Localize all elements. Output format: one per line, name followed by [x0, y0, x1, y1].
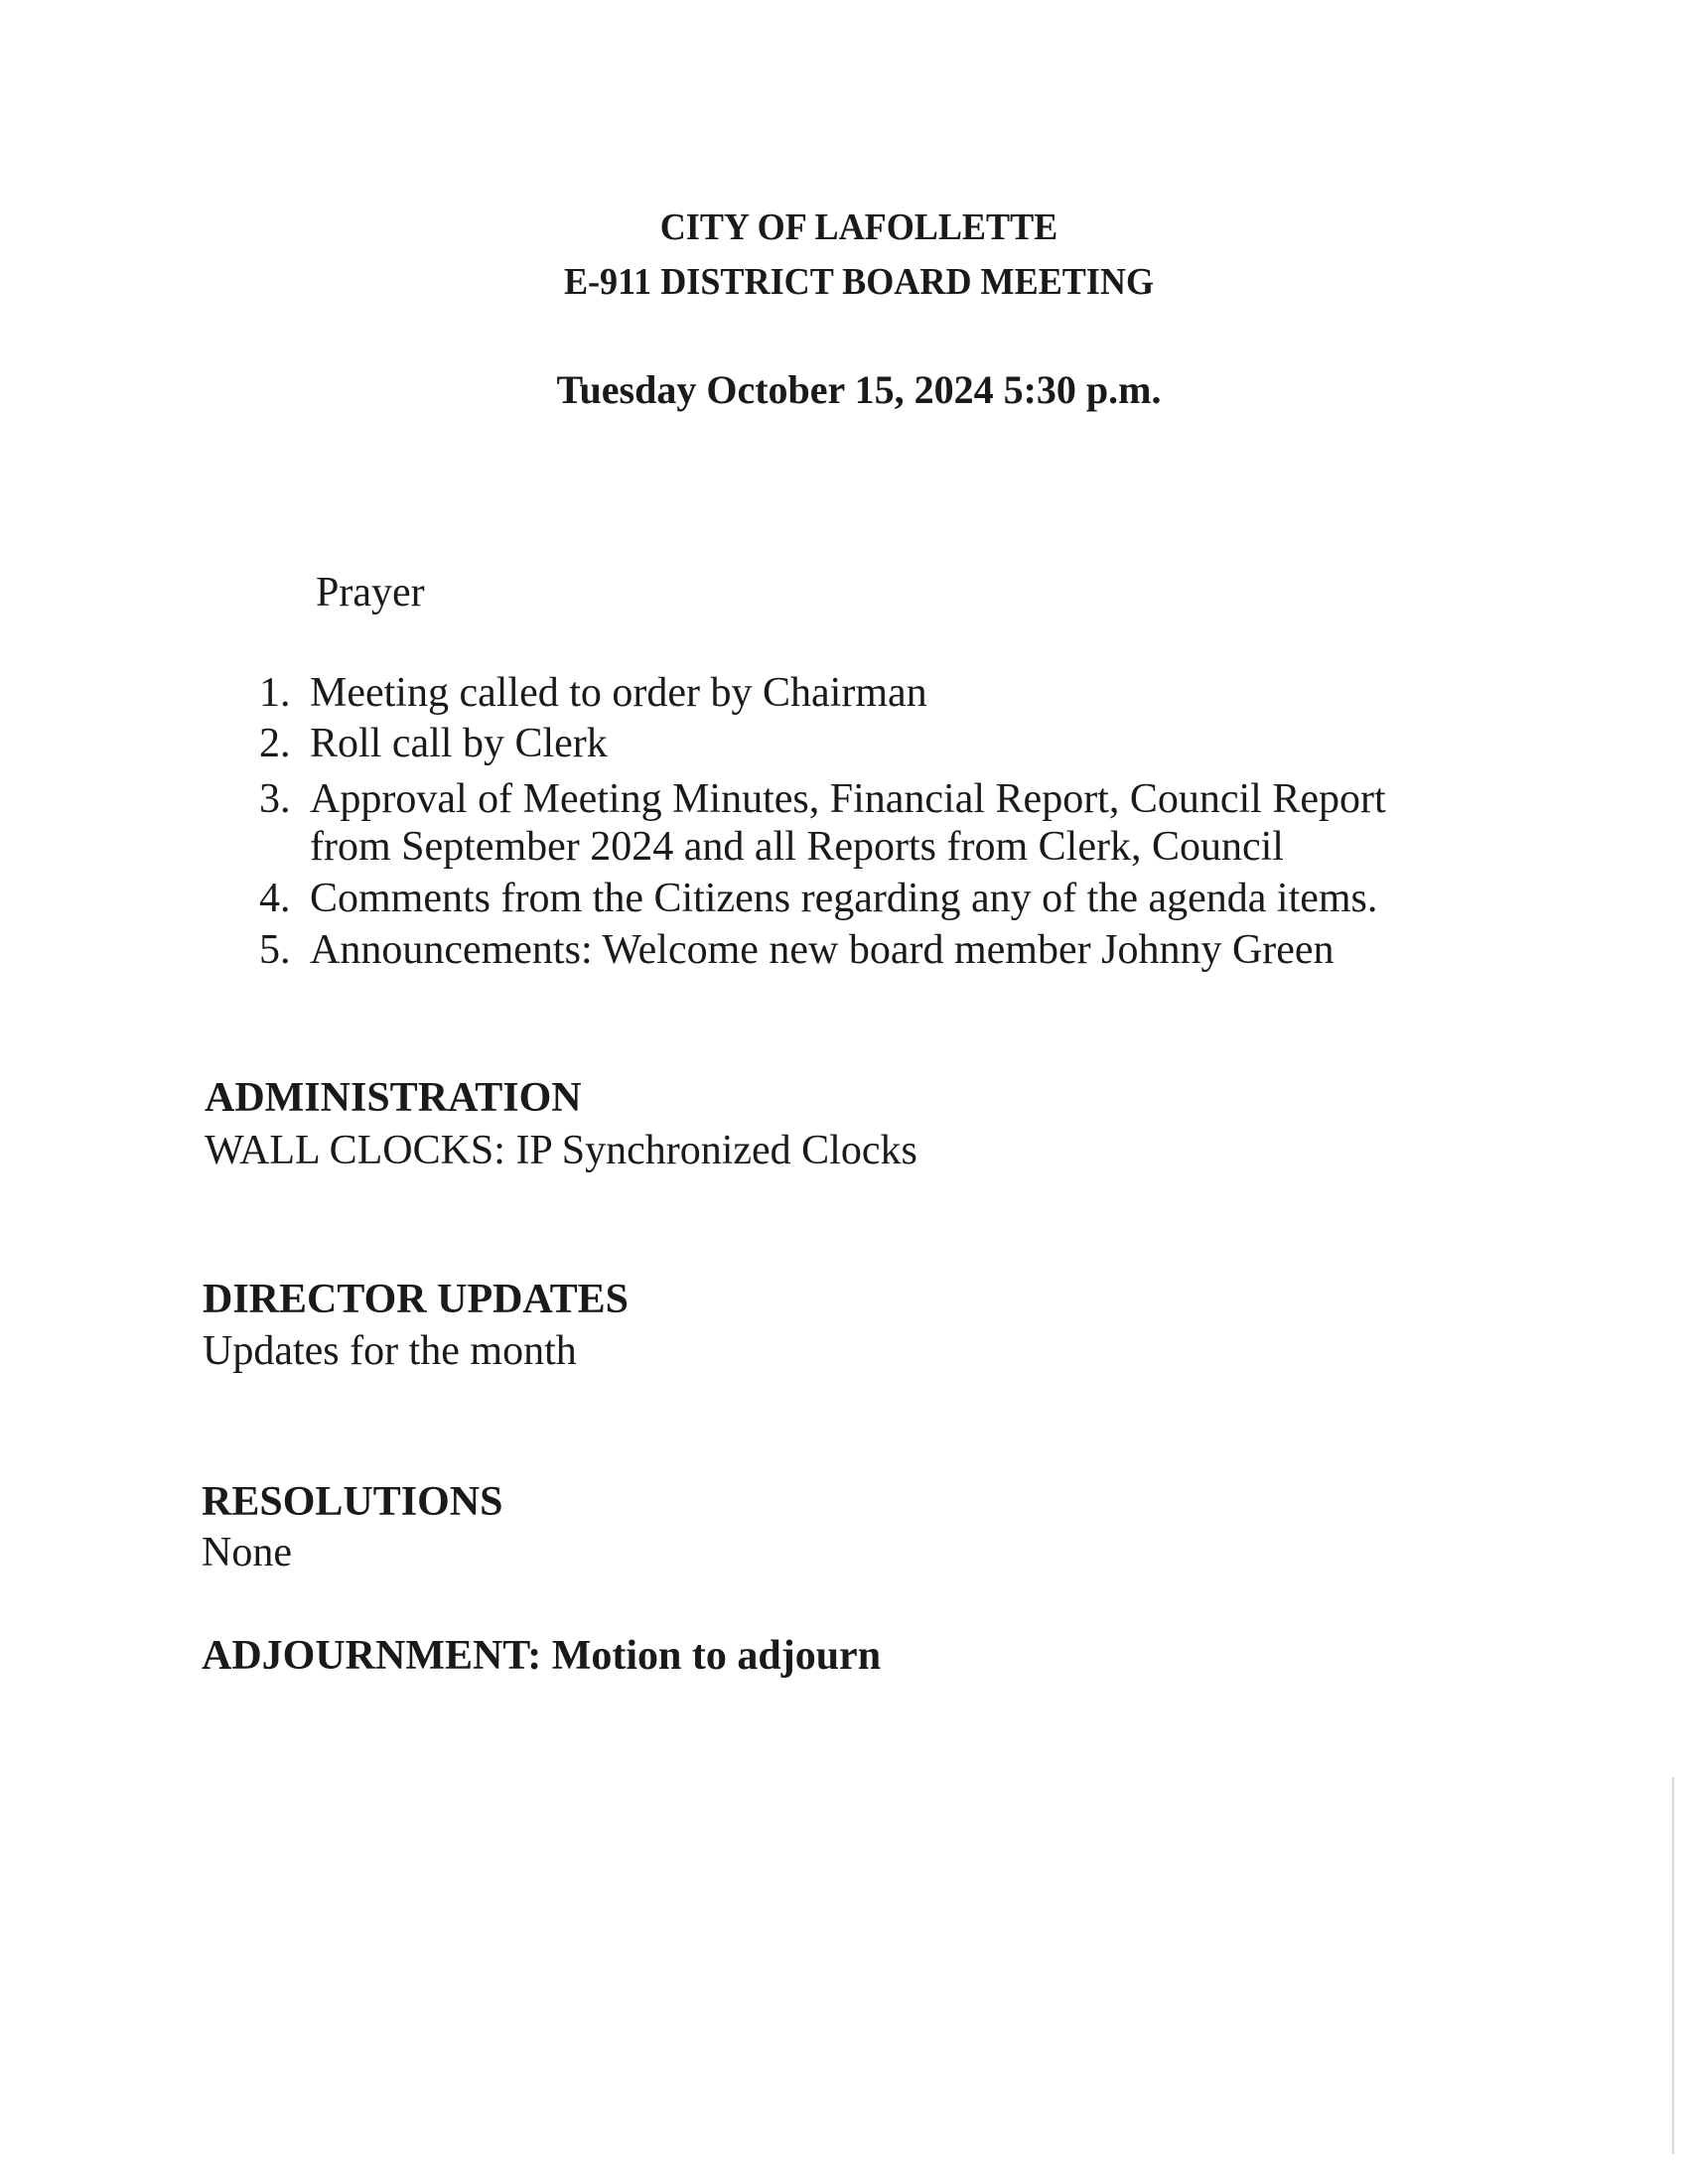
- director-updates-text: Updates for the month: [203, 1328, 577, 1374]
- adjournment-heading: ADJOURNMENT:: [202, 1633, 542, 1679]
- agenda-item: Announcements: Welcome new board member Johnny Green: [310, 927, 1335, 973]
- administration-heading: ADMINISTRATION: [205, 1075, 582, 1121]
- agenda-item: Roll call by Clerk: [310, 721, 608, 766]
- director-updates-heading: DIRECTOR UPDATES: [203, 1277, 630, 1322]
- agenda-item: Meeting called to order by Chairman: [310, 670, 927, 716]
- agenda-item: Comments from the Citizens regarding any of the agenda items.: [310, 876, 1378, 921]
- agenda-number: 1.: [259, 670, 291, 716]
- agenda-item: Approval of Meeting Minutes, Financial Report, Council Report: [310, 776, 1386, 822]
- resolutions-text: None: [202, 1530, 292, 1575]
- header-city: CITY OF LAFOLLETTE: [659, 206, 1058, 248]
- header-meeting: E-911 DISTRICT BOARD MEETING: [563, 261, 1155, 303]
- adjournment-text: Motion to adjourn: [551, 1633, 882, 1679]
- prayer-item: Prayer: [316, 570, 425, 615]
- adjournment-line: [202, 1632, 881, 1680]
- agenda-number: 4.: [259, 876, 291, 921]
- agenda-number: 5.: [259, 927, 291, 973]
- agenda-number: 2.: [259, 721, 291, 766]
- meeting-date: Tuesday October 15, 2024 5:30 p.m.: [556, 367, 1162, 412]
- agenda-number: 3.: [259, 776, 291, 822]
- scan-edge-line: [1672, 1777, 1674, 2154]
- agenda-item-continued: from September 2024 and all Reports from Clerk, Council: [310, 824, 1284, 870]
- resolutions-heading: RESOLUTIONS: [202, 1479, 503, 1525]
- administration-text: WALL CLOCKS: IP Synchronized Clocks: [205, 1128, 917, 1173]
